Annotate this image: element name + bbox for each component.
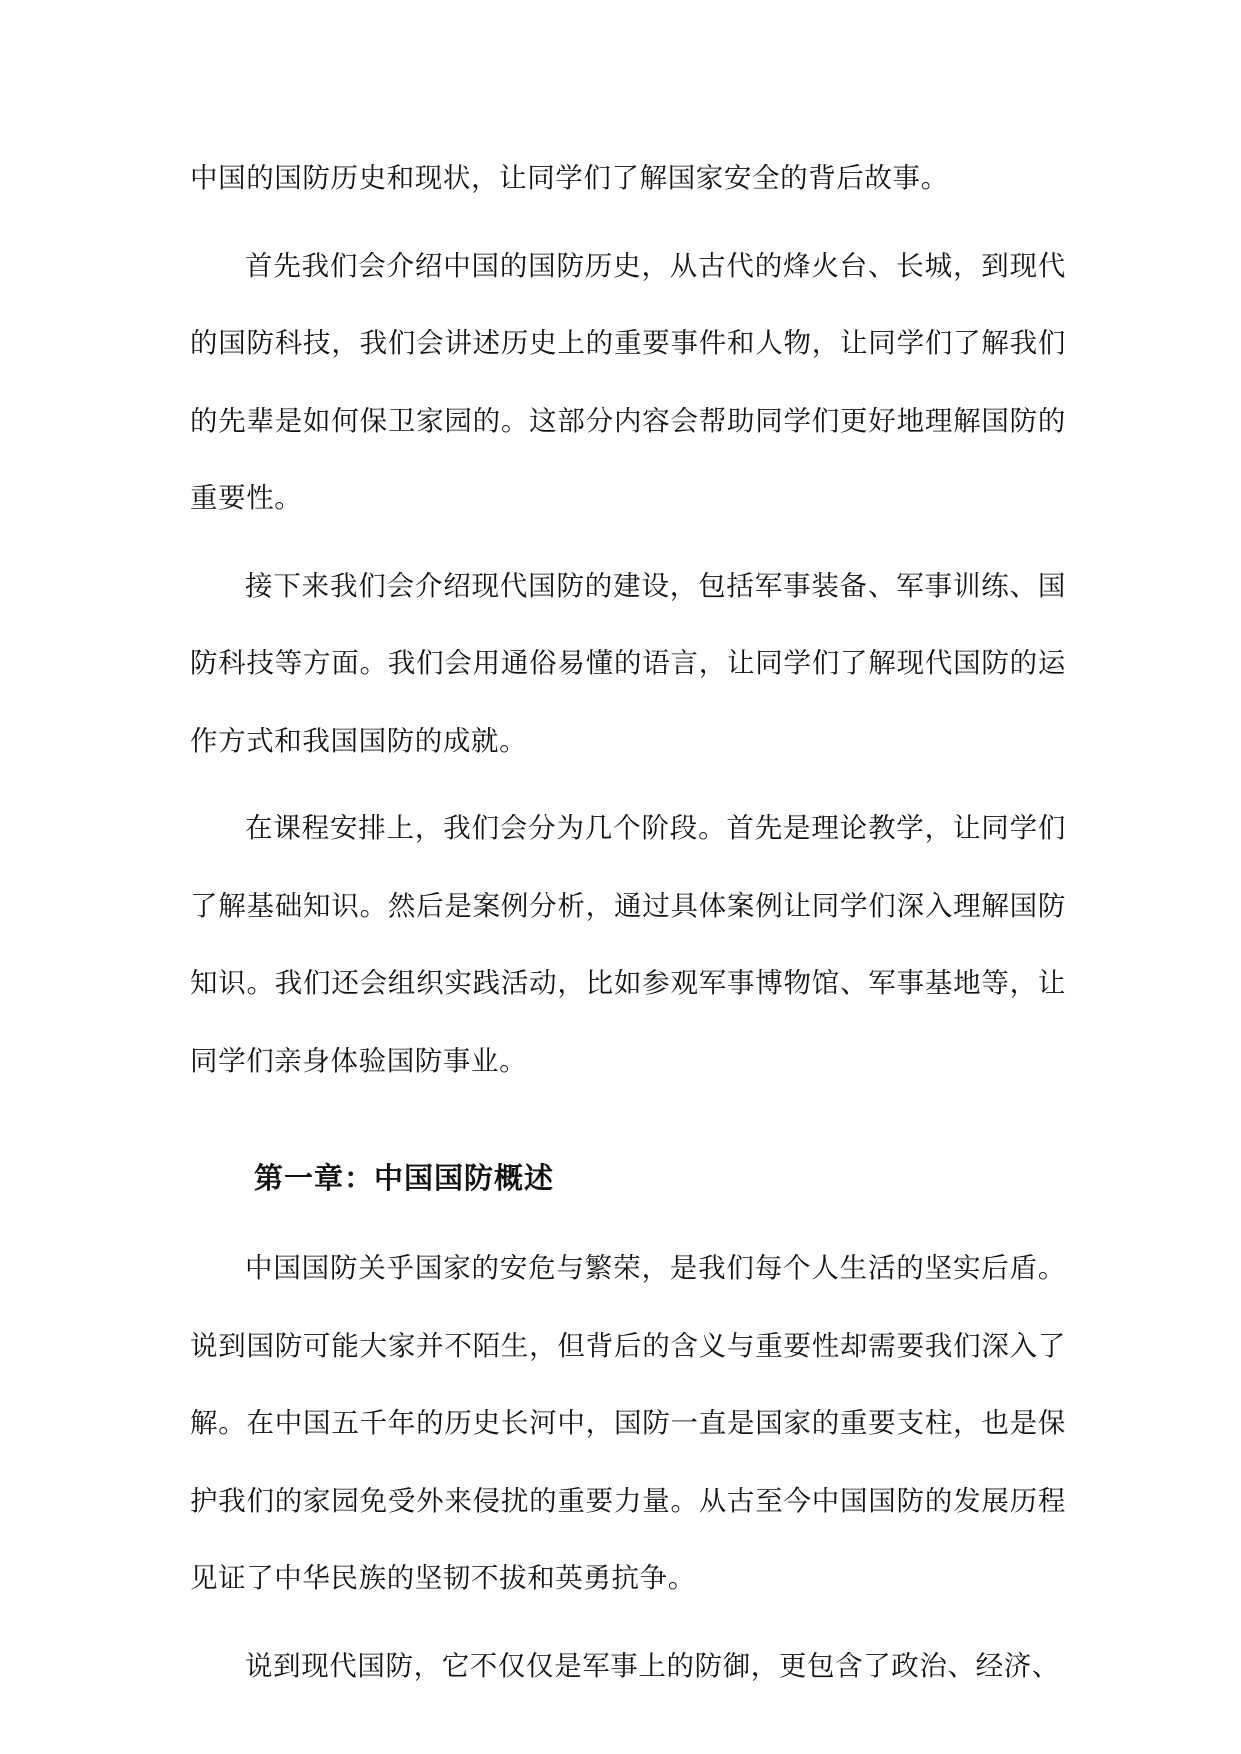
paragraph-modern-defense: 接下来我们会介绍现代国防的建设，包括军事装备、军事训练、国防科技等方面。我们会用通俗易懂的语言，让同学们了解现代国防的运作方式和我国国防的成就。 <box>190 569 1066 757</box>
paragraph-defense-history: 首先我们会介绍中国的国防历史，从古代的烽火台、长城，到现代的国防科技，我们会讲述历史上的重要事件和人物，让同学们了解我们的先辈是如何保卫家园的。这部分内容会帮助同学们更好地理解国防的重要性。 <box>190 249 1066 514</box>
document-page <box>190 140 1066 1715</box>
paragraph-modern-defense-scope: 说到现代国防，它不仅仅是军事上的防御，更包含了政治、经济、 <box>245 1649 1060 1682</box>
chapter-heading: 第一章：中国国防概述 <box>254 1161 555 1195</box>
paragraph-chapter-intro: 中国国防关乎国家的安危与繁荣，是我们每个人生活的坚实后盾。说到国防可能大家并不陌生，但背后的含义与重要性却需要我们深入了解。在中国五千年的历史长河中，国防一直是国家的重要支柱，也是保护我们的家园免受外来侵扰的重要力量。从古至今中国国防的发展历程见证了中华民族的坚韧不拔和英勇抗争。 <box>190 1252 1066 1594</box>
paragraph-intro-continuation: 中国的国防历史和现状，让同学们了解国家安全的背后故事。 <box>190 162 949 194</box>
paragraph-course-arrangement: 在课程安排上，我们会分为几个阶段。首先是理论教学，让同学们了解基础知识。然后是案例分析，通过具体案例让同学们深入理解国防知识。我们还会组织实践活动，比如参观军事博物馆、军事基地等，让同学们亲身体验国防事业。 <box>190 812 1066 1077</box>
